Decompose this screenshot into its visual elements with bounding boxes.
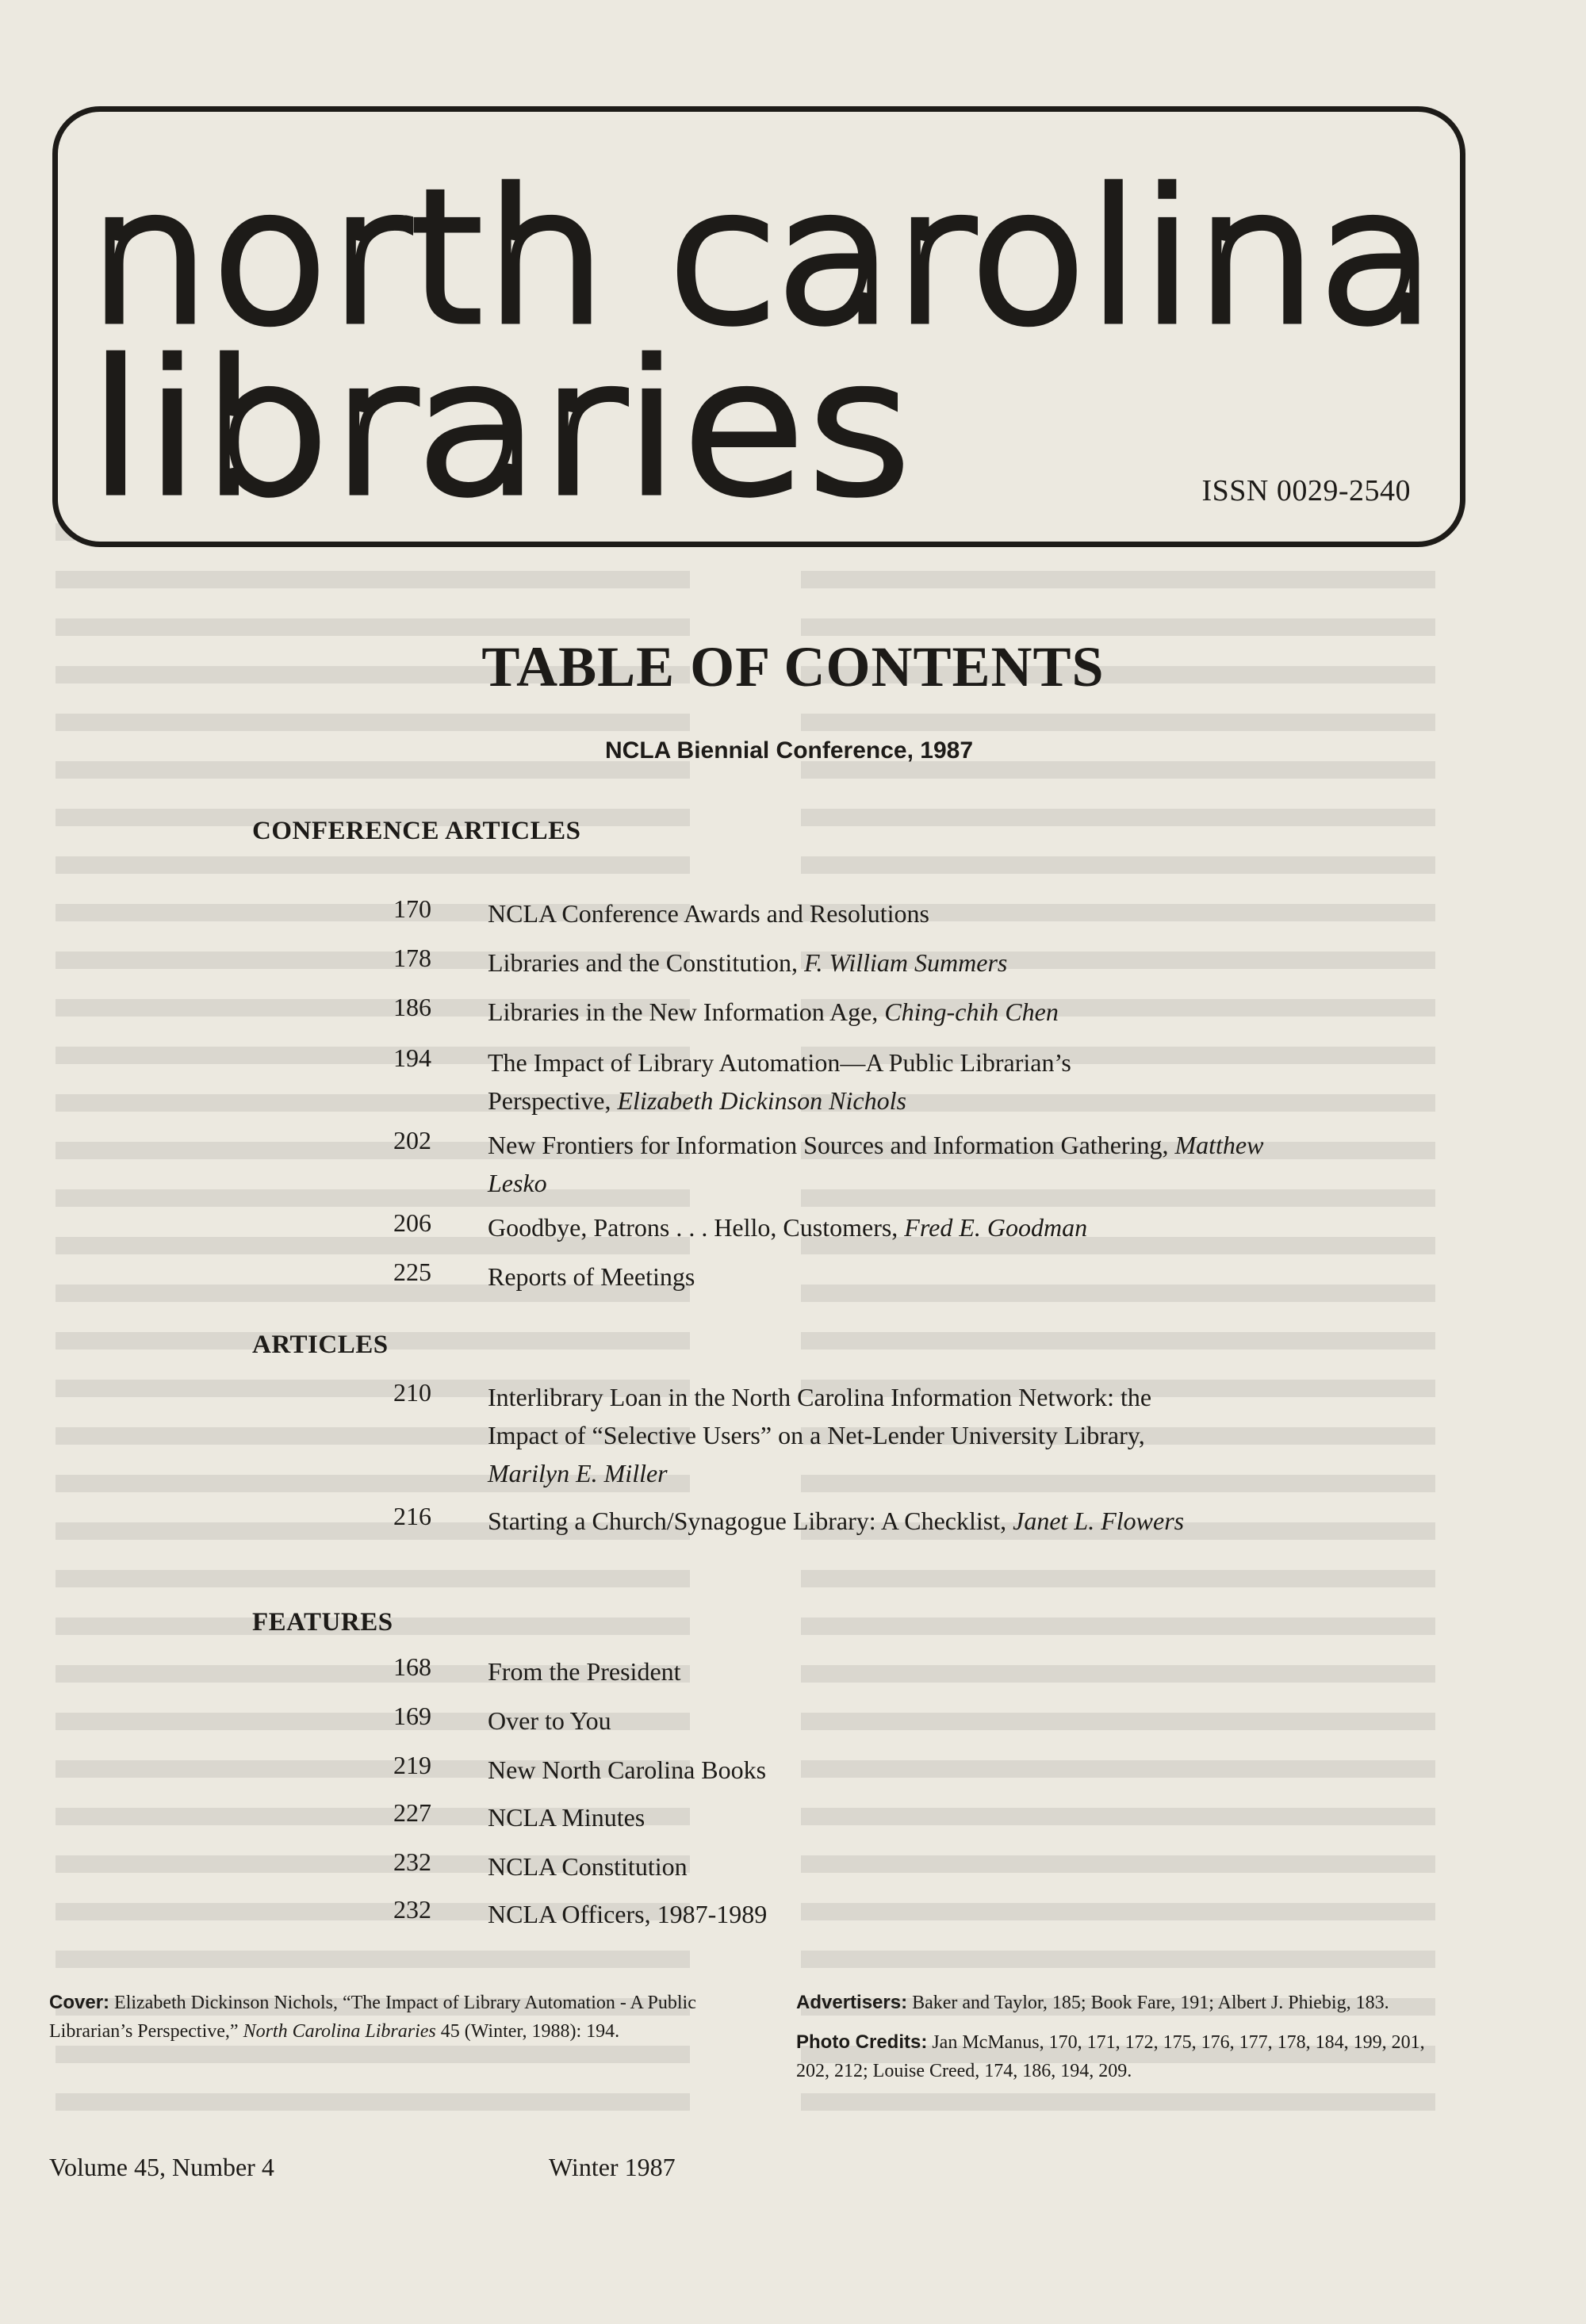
advertisers-note: Advertisers: Baker and Taylor, 185; Book Fare, 191; Albert J. Phiebig, 183. [796, 1992, 1389, 2013]
page-number: 168 [393, 1652, 431, 1681]
entry-title: The Impact of Library Automation—A Public Librarian’s Perspective, Elizabeth Dickinson Nichols [488, 1048, 1071, 1115]
section-heading-articles: ARTICLES [252, 1330, 389, 1359]
issue-season: Winter 1987 [549, 2153, 676, 2181]
entry-title: NCLA Constitution [488, 1852, 688, 1881]
page-number: 169 [393, 1702, 431, 1730]
volume-number: Volume 45, Number 4 [49, 2153, 274, 2181]
page-number: 225 [393, 1258, 431, 1286]
entry-title: NCLA Officers, 1987-1989 [488, 1900, 768, 1928]
page-number: 216 [393, 1502, 431, 1530]
page-number: 178 [393, 944, 431, 972]
entry-title: Starting a Church/Synagogue Library: A Checklist, Janet L. Flowers [488, 1507, 1185, 1535]
entry-title: New North Carolina Books [488, 1755, 767, 1784]
section-heading-features: FEATURES [252, 1608, 393, 1637]
entry-title: Goodbye, Patrons . . . Hello, Customers, Fred E. Goodman [488, 1213, 1088, 1242]
masthead-title-line1: north carolina [88, 154, 1436, 362]
entry-title: Libraries and the Constitution, F. William Summers [488, 948, 1008, 977]
page-number: 186 [393, 993, 431, 1021]
page-number: 170 [393, 894, 431, 923]
page-title: TABLE OF CONTENTS [481, 635, 1105, 699]
issn: ISSN 0029-2540 [1201, 474, 1411, 507]
entry-title: From the President [488, 1657, 681, 1686]
page-number: 232 [393, 1847, 431, 1876]
cover-note: Cover: Elizabeth Dickinson Nichols, “The Impact of Library Automation - A Public Librarian’s Perspective,” North Carolina Libraries 45 (Winter, 1988): 194. [49, 1992, 696, 2042]
page-number: 219 [393, 1751, 431, 1779]
entry-title: NCLA Minutes [488, 1803, 646, 1832]
photo-credits-note: Photo Credits: Jan McManus, 170, 171, 172, 175, 176, 177, 178, 184, 199, 201, 202, 212; Louise Creed, 174, 186, 194, 209. [796, 2031, 1425, 2081]
section-heading-conference-articles: CONFERENCE ARTICLES [252, 817, 581, 845]
masthead [52, 106, 1465, 547]
page-number: 227 [393, 1798, 431, 1827]
page-number: 194 [393, 1043, 431, 1072]
page-number: 206 [393, 1208, 431, 1237]
page-number: 210 [393, 1378, 431, 1407]
conference-subtitle: NCLA Biennial Conference, 1987 [604, 737, 974, 764]
entry-title: Over to You [488, 1706, 611, 1735]
entry-title: Interlibrary Loan in the North Carolina Information Network: the Impact of “Selective Users” on a Net-Lender University Library, Marilyn E. Miller [488, 1383, 1152, 1487]
entry-title: Libraries in the New Information Age, Ching-chih Chen [488, 997, 1059, 1026]
page-number: 202 [393, 1126, 431, 1154]
page-number: 232 [393, 1895, 431, 1924]
entry-title: NCLA Conference Awards and Resolutions [488, 899, 929, 928]
masthead-title-line2: libraries [88, 325, 913, 534]
credits-notes [796, 1989, 1462, 2085]
entry-title: New Frontiers for Information Sources and Information Gathering, Matthew Lesko [488, 1131, 1264, 1197]
entry-title: Reports of Meetings [488, 1262, 695, 1291]
